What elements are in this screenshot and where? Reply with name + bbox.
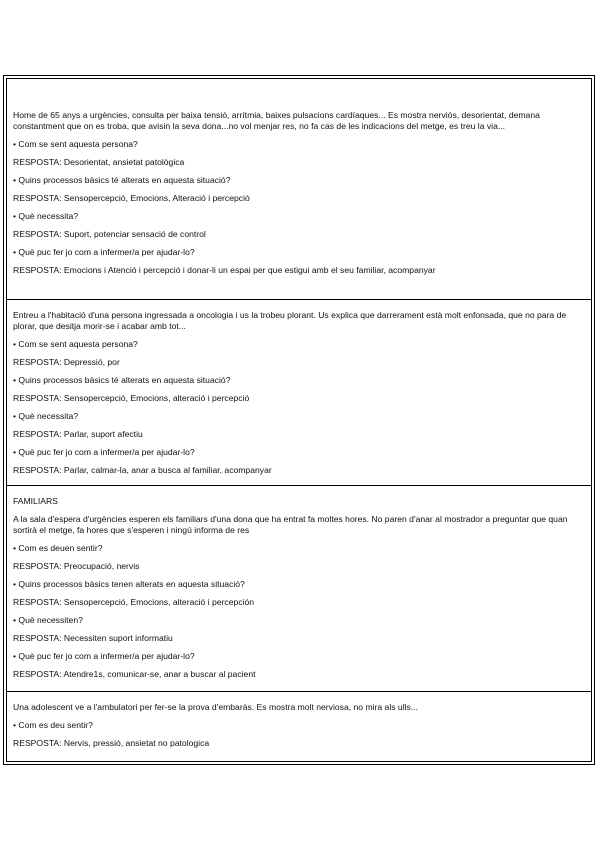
answer: RESPOSTA: Preocupació, nervis [13,561,140,571]
answer: RESPOSTA: Desorientat, ansietat patològica [13,157,185,167]
case-section-4 [7,691,591,761]
case-intro: Home de 65 anys a urgències, consulta per baixa tensió, arrítmia, baixes pulsacions cardíaques... Es mostra nerviós, desorientat, demana constantment que on es troba, que avisin la seva dona...no vol menjar res, no fa cas de les indicacions del metge, es treu la via... [13,110,543,131]
answer: RESPOSTA: Suport, potenciar sensació de control [13,229,206,239]
question: • Com se sent aquesta persona? [13,139,138,149]
case-section-2 [7,299,591,485]
case-section-1 [7,79,591,299]
document-inner-border [6,78,592,762]
answer: RESPOSTA: Necessiten suport informatiu [13,633,173,643]
question: • Què puc fer jo com a infermer/a per ajudar-lo? [13,447,195,457]
question: • Com es deu sentir? [13,720,93,730]
question: • Què necessita? [13,211,79,221]
answer: RESPOSTA: Sensopercepció, Emocions, alteració i percepción [13,597,255,607]
question: • Quins processos bàsics té alterats en aquesta situació? [13,175,231,185]
document-frame [3,75,595,765]
question: • Com es deuen sentir? [13,543,103,553]
question: • Com se sent aquesta persona? [13,339,138,349]
answer: RESPOSTA: Sensopercepció, Emocions, Alteració i percepció [13,193,250,203]
case-intro: Una adolescent ve a l'ambulatori per fer-se la prova d'embaràs. Es mostra molt nerviosa, no mira als ulls... [13,702,418,712]
question: • Què necessita? [13,411,79,421]
answer: RESPOSTA: Parlar, suport afectiu [13,429,143,439]
answer: RESPOSTA: Parlar, calmar-la, anar a busca al familiar, acompanyar [13,465,272,475]
answer: RESPOSTA: Emocions i Atenció i percepció i donar-li un espai per que estigui amb el seu familiar, acompanyar [13,265,436,275]
question: • Quins processos bàsics tenen alterats en aquesta situació? [13,579,245,589]
section-heading: FAMILIARS [13,496,58,506]
question: • Què puc fer jo com a infermer/a per ajudar-lo? [13,651,195,661]
question: • Què puc fer jo com a infermer/a per ajudar-lo? [13,247,195,257]
question: • Què necessiten? [13,615,83,625]
case-intro: Entreu a l'habitació d'una persona ingressada a oncologia i us la trobeu plorant. Us explica que darrerament està molt enfonsada, que no para de plorar, que desitja morir-se i acabar amb tot... [13,310,569,331]
question: • Quins processos bàsics té alterats en aquesta situació? [13,375,231,385]
answer: RESPOSTA: Nervis, pressió, ansietat no patologica [13,738,210,748]
answer: RESPOSTA: Atendre1s, comunicar-se, anar a buscar al pacient [13,669,256,679]
answer: RESPOSTA: Depressió, por [13,357,120,367]
case-intro: A la sala d'espera d'urgències esperen els familiars d'una dona que ha entrat fa moltes hores. No paren d'anar al mostrador a preguntar que quan sortirà el metge, fa hores que s'esperen i ningú informa de res [13,514,570,535]
case-section-3 [7,485,591,691]
answer: RESPOSTA: Sensopercepció, Emocions, alteració i percepció [13,393,250,403]
